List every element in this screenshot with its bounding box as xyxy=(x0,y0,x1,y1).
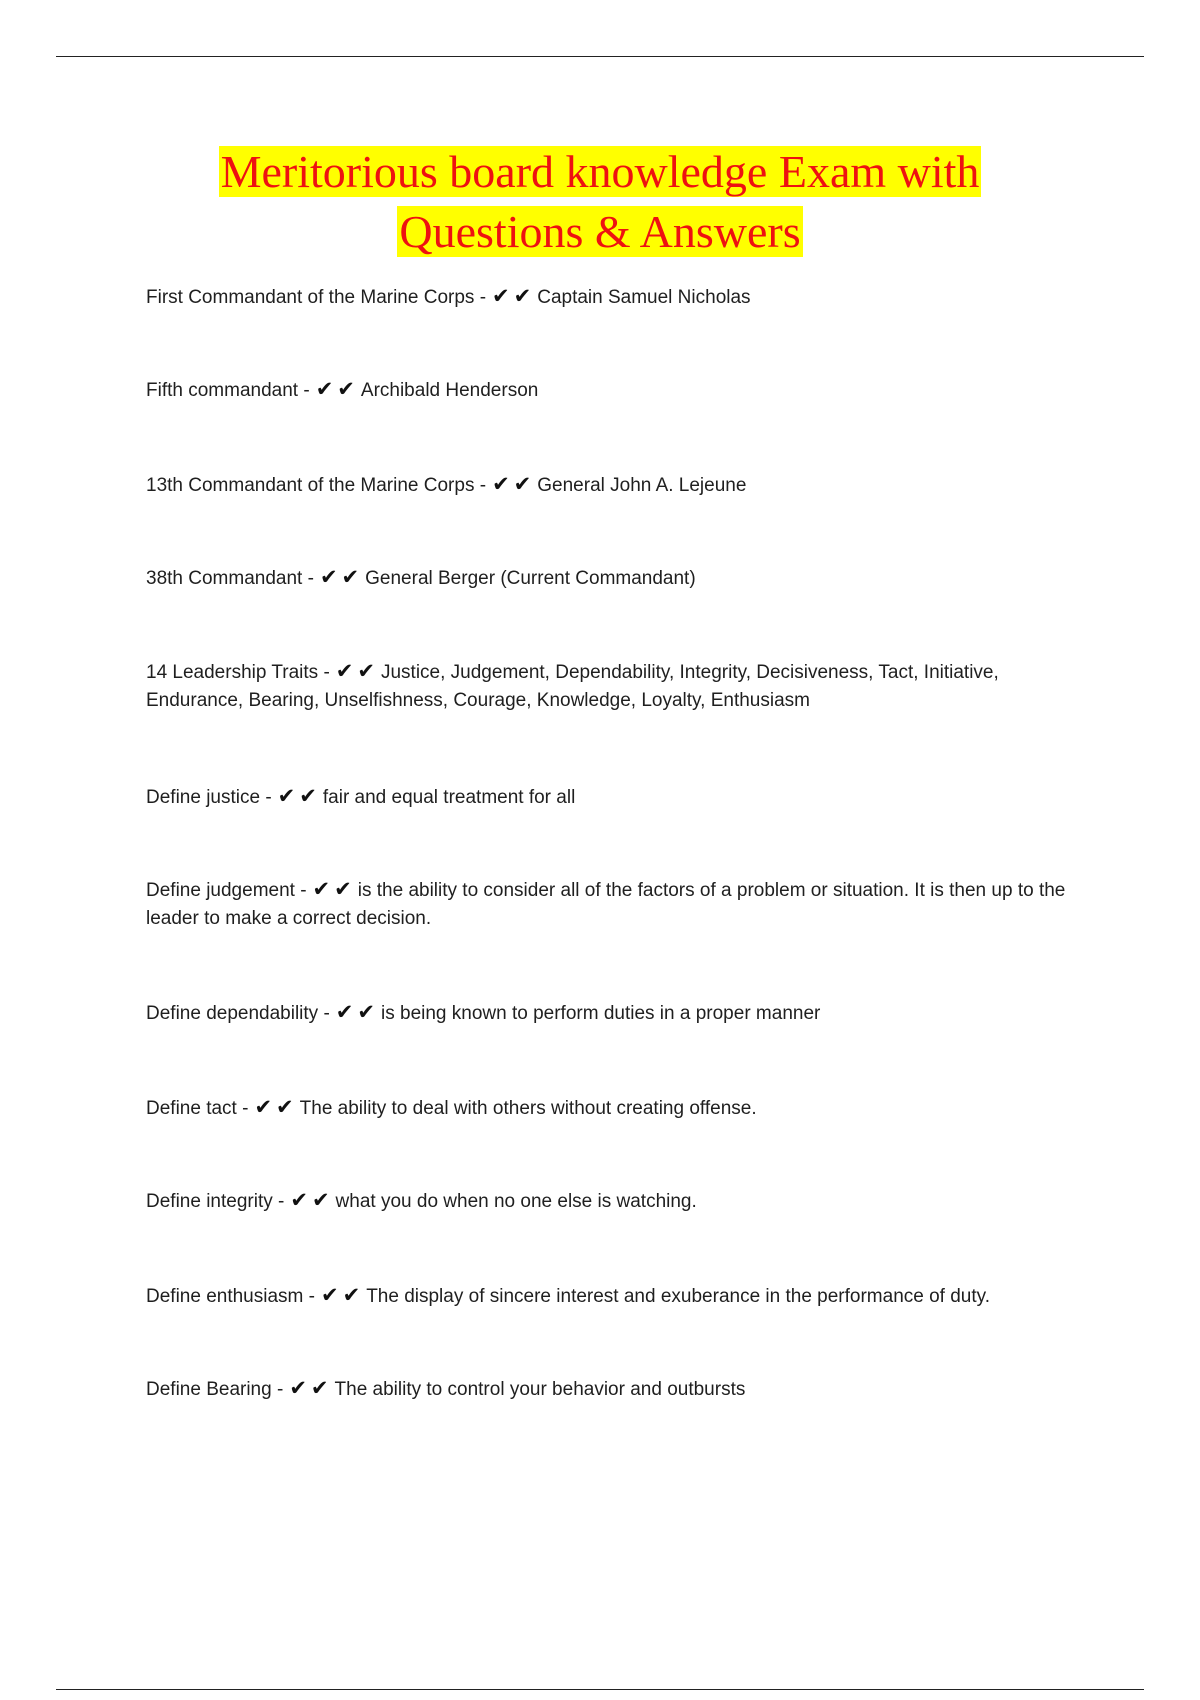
answer-text: The ability to deal with others without creating offense. xyxy=(299,1098,757,1119)
top-rule xyxy=(56,56,1144,57)
separator: - xyxy=(278,1191,285,1212)
separator: - xyxy=(303,380,310,401)
qa-item xyxy=(146,470,1086,500)
title-line-2: Questions & Answers xyxy=(399,206,801,257)
answer-text: what you do when no one else is watching. xyxy=(335,1191,697,1212)
qa-item xyxy=(146,563,1086,593)
question-text: 13th Commandant of the Marine Corps xyxy=(146,475,475,496)
double-check-icon: ✔✔ xyxy=(312,877,356,901)
question-text: Define integrity xyxy=(146,1191,273,1212)
double-check-icon: ✔✔ xyxy=(335,1000,379,1024)
answer-text: fair and equal treatment for all xyxy=(322,787,576,808)
answer-text: General John A. Lejeune xyxy=(537,475,747,496)
question-text: Define dependability xyxy=(146,1003,319,1024)
question-text: Define tact xyxy=(146,1098,237,1119)
separator: - xyxy=(479,475,487,496)
answer-text: Justice, Judgement, Dependability, Integrity, Decisiveness, Tact, Initiative, Endurance, Bearing, Unselfishness, Courage, Knowledge, Loyalty, Enthusiasm xyxy=(146,662,999,711)
question-text: Fifth commandant xyxy=(146,380,299,401)
answer-text: The display of sincere interest and exuberance in the performance of duty. xyxy=(366,1286,991,1307)
separator: - xyxy=(479,287,487,308)
qa-item xyxy=(146,375,1086,405)
title-line-1: Meritorious board knowledge Exam with xyxy=(220,146,980,197)
qa-item xyxy=(146,657,1086,715)
separator: - xyxy=(300,880,307,901)
answer-text: is the ability to consider all of the factors of a problem or situation. It is then up to the leader to make a correct decision. xyxy=(146,880,1066,929)
double-check-icon: ✔✔ xyxy=(289,1376,333,1400)
double-check-icon: ✔✔ xyxy=(492,472,536,496)
separator: - xyxy=(323,1003,330,1024)
bottom-rule xyxy=(56,1689,1144,1690)
qa-item xyxy=(146,1281,1086,1311)
separator: - xyxy=(308,1286,315,1307)
question-text: 38th Commandant xyxy=(146,568,303,589)
qa-item xyxy=(146,1374,1086,1404)
separator: - xyxy=(242,1098,249,1119)
double-check-icon: ✔✔ xyxy=(315,377,359,401)
question-text: Define enthusiasm xyxy=(146,1286,304,1307)
qa-item xyxy=(146,1186,1086,1216)
answer-text: General Berger (Current Commandant) xyxy=(365,568,696,589)
answer-text: Archibald Henderson xyxy=(360,380,539,401)
double-check-icon: ✔✔ xyxy=(335,659,379,683)
question-text: Define judgement xyxy=(146,880,295,901)
double-check-icon: ✔✔ xyxy=(277,784,321,808)
answer-text: is being known to perform duties in a proper manner xyxy=(381,1003,821,1024)
double-check-icon: ✔✔ xyxy=(319,565,364,589)
qa-item xyxy=(146,998,1086,1028)
separator: - xyxy=(276,1379,284,1400)
double-check-icon: ✔✔ xyxy=(320,1283,365,1307)
question-text: Define Bearing xyxy=(146,1379,272,1400)
separator: - xyxy=(265,787,272,808)
qa-item xyxy=(146,282,1086,312)
document-title xyxy=(0,142,1200,262)
question-text: First Commandant of the Marine Corps xyxy=(146,287,475,308)
answer-text: The ability to control your behavior and outbursts xyxy=(334,1379,746,1400)
double-check-icon: ✔✔ xyxy=(290,1188,334,1212)
answer-text: Captain Samuel Nicholas xyxy=(537,287,751,308)
qa-item xyxy=(146,1093,1086,1123)
question-text: Define justice xyxy=(146,787,261,808)
double-check-icon: ✔✔ xyxy=(254,1095,298,1119)
double-check-icon: ✔✔ xyxy=(492,284,536,308)
separator: - xyxy=(307,568,314,589)
qa-item xyxy=(146,875,1086,933)
question-text: 14 Leadership Traits xyxy=(146,662,319,683)
separator: - xyxy=(323,662,330,683)
qa-item xyxy=(146,782,1086,812)
